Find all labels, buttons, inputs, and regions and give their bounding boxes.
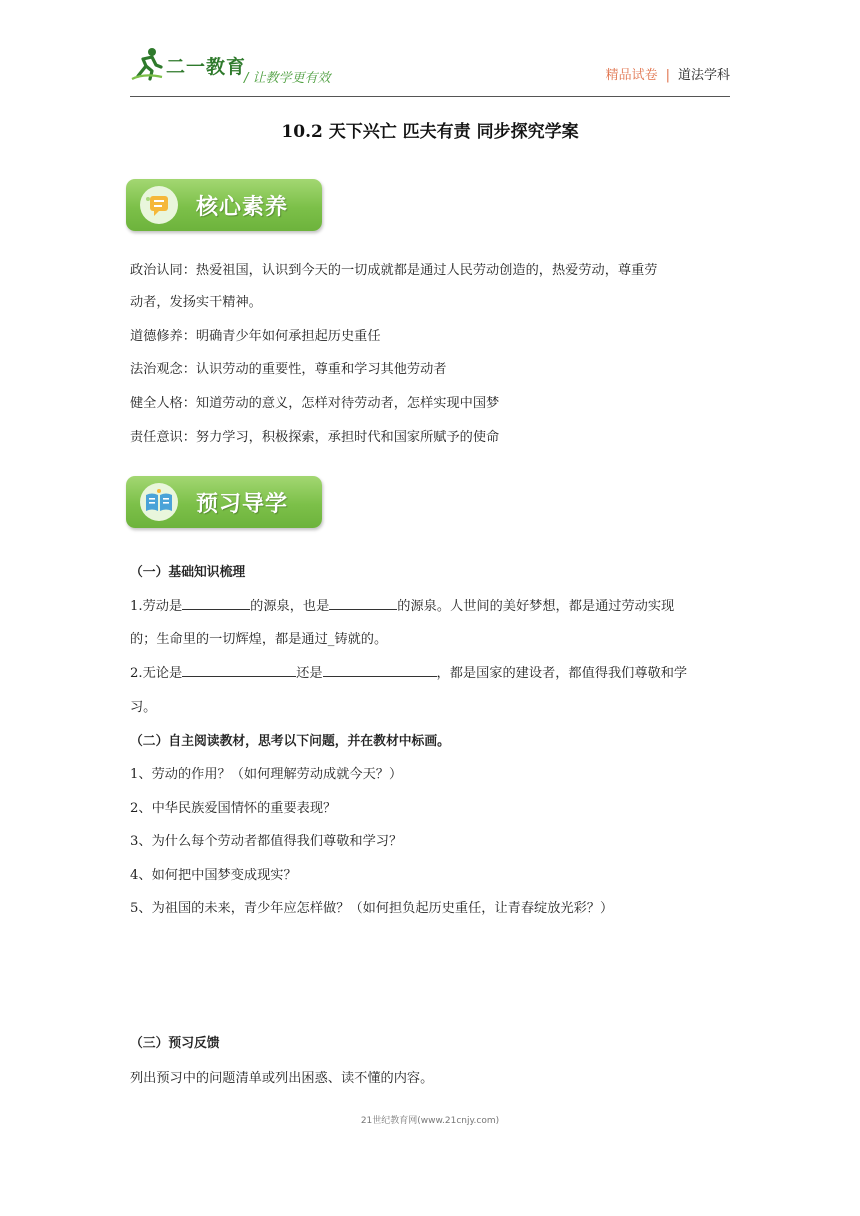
question-2-line-1	[130, 657, 730, 691]
q1-text-b: 的源泉，也是	[250, 599, 330, 614]
core-item-3: 法治观念：认识劳动的重要性，尊重和学习其他劳动者	[130, 362, 447, 377]
header-separator: |	[665, 68, 670, 83]
part3-text: 列出预习中的问题清单或列出困惑、读不懂的内容。	[130, 1071, 434, 1086]
header-divider	[130, 96, 730, 97]
question-1-line-2: 的；生命里的一切辉煌，都是通过_铸就的。	[130, 632, 388, 647]
fill-blank-3[interactable]	[182, 662, 296, 677]
book-icon	[140, 483, 178, 521]
question-1-line-1	[130, 590, 730, 624]
preview-banner-label: 预习导学	[196, 492, 289, 517]
reading-question-4: 4、如何把中国梦变成现实？	[130, 868, 297, 883]
reading-question-3: 3、为什么每个劳动者都值得我们尊敬和学习？	[130, 834, 403, 849]
core-item-5: 责任意识：努力学习，积极探索，承担时代和国家所赋予的使命	[130, 430, 500, 445]
paper-type-label: 精品试卷	[605, 68, 658, 83]
brand-slogan: / 让教学更有效	[244, 71, 331, 86]
part1-heading: （一）基础知识梳理	[130, 565, 246, 580]
runner-logo-icon	[130, 46, 164, 82]
brand-logo	[130, 46, 370, 86]
reading-question-2: 2、中华民族爱国情怀的重要表现？	[130, 801, 337, 816]
page-footer: 21世纪教育网(www.21cnjy.com)	[360, 1116, 500, 1126]
preview-banner	[126, 476, 322, 528]
brand-name: 二一教育	[166, 56, 247, 78]
core-item-1-cont: 动者，发扬实干精神。	[130, 295, 262, 310]
page-title: 10.2 天下兴亡 匹夫有责 同步探究学案	[281, 122, 579, 142]
fill-blank-2[interactable]	[329, 595, 397, 610]
part2-heading: （二）自主阅读教材，思考以下问题，并在教材中标画。	[130, 734, 450, 749]
core-literacy-banner	[126, 179, 322, 231]
core-item-1: 政治认同：热爱祖国，认识到今天的一切成就都是通过人民劳动创造的，热爱劳动，尊重劳	[130, 263, 658, 278]
reading-question-1: 1、劳动的作用？（如何理解劳动成就今天？）	[130, 767, 403, 782]
q2-text-a: 2.无论是	[130, 666, 183, 681]
q1-text-a: 1.劳动是	[130, 599, 183, 614]
subject-label: 道法学科	[677, 68, 730, 83]
q1-text-c: 的源泉。人世间的美好梦想，都是通过劳动实现	[397, 599, 675, 614]
core-item-2: 道德修养：明确青少年如何承担起历史重任	[130, 329, 381, 344]
fill-blank-1[interactable]	[182, 595, 250, 610]
q2-text-b: 还是	[296, 666, 323, 681]
core-literacy-banner-label: 核心素养	[196, 195, 289, 220]
part3-heading: （三）预习反馈	[130, 1036, 220, 1051]
chat-bubble-icon	[140, 186, 178, 224]
q2-text-c: ，都是国家的建设者，都值得我们尊敬和学	[436, 666, 688, 681]
question-2-line-2: 习。	[130, 700, 157, 715]
page-header	[130, 42, 730, 98]
core-item-4: 健全人格：知道劳动的意义，怎样对待劳动者，怎样实现中国梦	[130, 396, 500, 411]
header-tags	[606, 64, 730, 83]
fill-blank-4[interactable]	[323, 662, 437, 677]
reading-question-5: 5、为祖国的未来，青少年应怎样做？（如何担负起历史重任，让青春绽放光彩？）	[130, 901, 614, 916]
